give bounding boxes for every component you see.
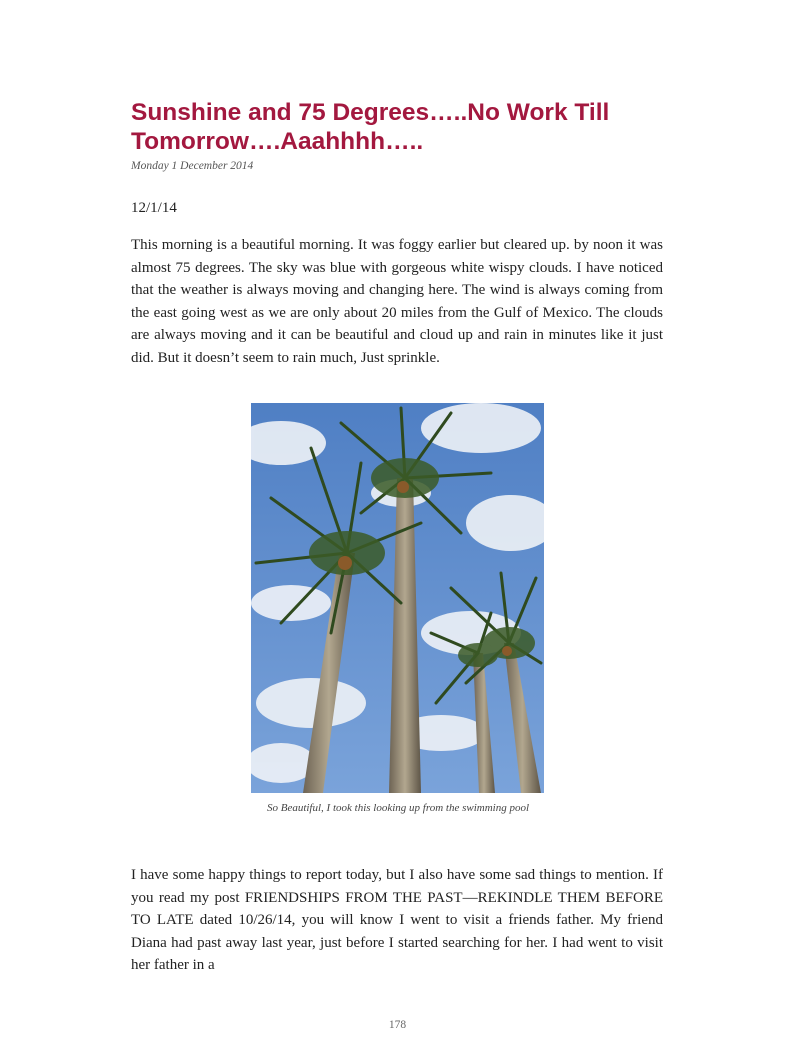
palm-trees-photo xyxy=(251,403,544,793)
photo-caption: So Beautiful, I took this looking up from the swimming pool xyxy=(266,802,530,814)
post-title: Sunshine and 75 Degrees…..No Work Till Tomorrow….Aaahhhh….. xyxy=(131,99,610,155)
paragraph-news: I have some happy things to report today, but I also have some sad things to mention. If you read my post FRIENDSHIPS FROM THE PAST—REKINDLE THEM BEFORE TO LATE dated 10/26/14, you will know I went to visit a friends father. My friend Diana had past away last year, just before I started searching for her. I had went to visit her father in a xyxy=(131,867,663,973)
page-number: 178 xyxy=(388,1019,407,1031)
dateline: 12/1/14 xyxy=(131,200,177,216)
paragraph-intro: This morning is a beautiful morning. It was foggy earlier but cleared up. by noon it was almost 75 degrees. The sky was blue with gorgeous white wispy clouds. I have noticed that the weather is always moving and changing here. The wind is always coming from the east going west as we are only about 20 miles from the Gulf of Mexico. The clouds are always moving and it can be beautiful and cloud up and rain in minutes like it just did. But it doesn’t seem to rain much, Just sprinkle. xyxy=(131,237,663,366)
post-date: Monday 1 December 2014 xyxy=(131,160,254,172)
